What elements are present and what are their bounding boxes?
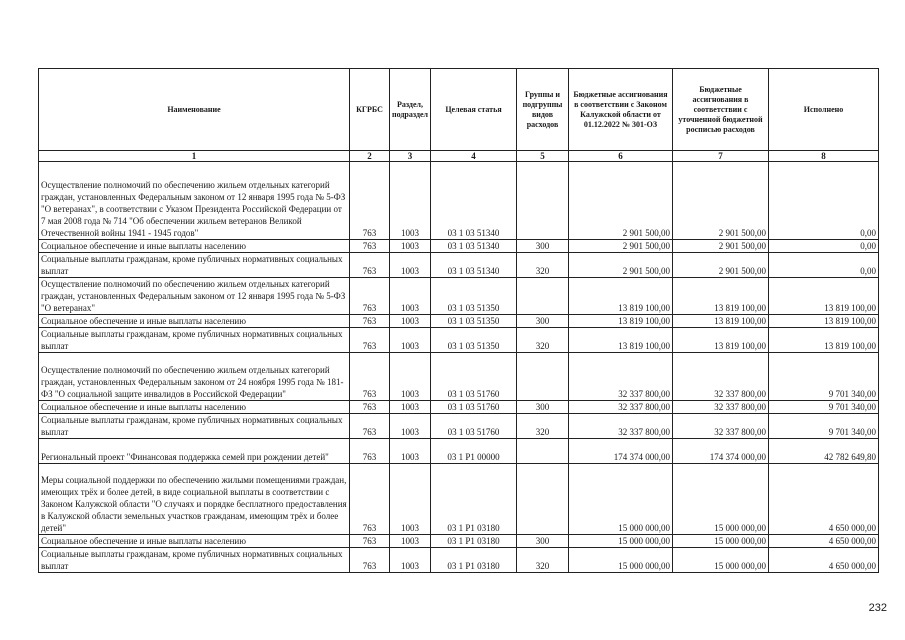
- row-refined-amount: 13 819 100,00: [673, 315, 769, 328]
- budget-table: [38, 68, 879, 573]
- header-law: Бюджетные ассигнования в соответствии с Законом Калужской области от 01.12.2022 № 301-ОЗ: [569, 69, 673, 151]
- row-name: Социальные выплаты гражданам, кроме публичных нормативных социальных выплат: [39, 253, 350, 278]
- row-law-amount: 32 337 800,00: [569, 401, 673, 414]
- table-row: [39, 353, 879, 401]
- header-kgrbs: КГРБС: [350, 69, 390, 151]
- row-name: Осуществление полномочий по обеспечению жильем отдельных категорий граждан, установленных Федеральным законом от 12 января 1995 года № 5-ФЗ "О ветеранах", в соответствии с Указом Президента Российской Федерации от 7 мая 2008 года № 714 "Об обеспечении жильем ветеранов Великой Отечественной войны 1941 - 1945 годов": [39, 162, 350, 240]
- header-row: [39, 69, 879, 151]
- row-law-amount: 2 901 500,00: [569, 162, 673, 240]
- row-group: 300: [517, 315, 569, 328]
- row-refined-amount: 15 000 000,00: [673, 548, 769, 573]
- row-name: Социальное обеспечение и иные выплаты населению: [39, 401, 350, 414]
- row-section: 1003: [390, 278, 431, 315]
- row-target: 03 1 03 51340: [431, 240, 517, 253]
- row-executed-amount: 4 650 000,00: [769, 548, 879, 573]
- row-name: Региональный проект "Финансовая поддержка семей при рождении детей": [39, 439, 350, 464]
- row-kgrbs: 763: [350, 278, 390, 315]
- row-refined-amount: 32 337 800,00: [673, 353, 769, 401]
- row-target: 03 1 P1 00000: [431, 439, 517, 464]
- row-refined-amount: 32 337 800,00: [673, 401, 769, 414]
- row-target: 03 1 03 51760: [431, 401, 517, 414]
- row-kgrbs: 763: [350, 535, 390, 548]
- row-name: Осуществление полномочий по обеспечению жильем отдельных категорий граждан, установленных Федеральным законом от 12 января 1995 года № 5-ФЗ "О ветеранах": [39, 278, 350, 315]
- row-name: Меры социальной поддержки по обеспечению жилыми помещениями граждан, имеющих трёх и более детей, в виде социальной выплаты в соответствии с Законом Калужской области "О случаях и порядке бесплатного предоставления в Калужской области земельных участков гражданам, имеющим трёх и более детей": [39, 464, 350, 535]
- row-law-amount: 15 000 000,00: [569, 548, 673, 573]
- row-law-amount: 13 819 100,00: [569, 328, 673, 353]
- row-name: Социальное обеспечение и иные выплаты населению: [39, 535, 350, 548]
- row-executed-amount: 0,00: [769, 240, 879, 253]
- row-target: 03 1 03 51760: [431, 414, 517, 439]
- row-section: 1003: [390, 464, 431, 535]
- header-groups: Группы и подгруппы видов расходов: [517, 69, 569, 151]
- header-target: Целевая статья: [431, 69, 517, 151]
- row-refined-amount: 15 000 000,00: [673, 535, 769, 548]
- column-number: 6: [569, 151, 673, 162]
- row-executed-amount: 9 701 340,00: [769, 414, 879, 439]
- row-name: Осуществление полномочий по обеспечению жильем отдельных категорий граждан, установленных Федеральным законом от 24 ноября 1995 года № 181-ФЗ "О социальной защите инвалидов в Российской Федерации": [39, 353, 350, 401]
- row-refined-amount: 174 374 000,00: [673, 439, 769, 464]
- row-section: 1003: [390, 535, 431, 548]
- row-refined-amount: 13 819 100,00: [673, 328, 769, 353]
- table-body: [39, 162, 879, 573]
- row-executed-amount: 0,00: [769, 162, 879, 240]
- row-law-amount: 2 901 500,00: [569, 240, 673, 253]
- row-refined-amount: 2 901 500,00: [673, 240, 769, 253]
- row-executed-amount: 0,00: [769, 253, 879, 278]
- column-number: 8: [769, 151, 879, 162]
- row-group: [517, 162, 569, 240]
- row-group: 300: [517, 240, 569, 253]
- column-number: 7: [673, 151, 769, 162]
- row-executed-amount: 9 701 340,00: [769, 353, 879, 401]
- row-group: 320: [517, 253, 569, 278]
- row-refined-amount: 2 901 500,00: [673, 253, 769, 278]
- row-target: 03 1 P1 03180: [431, 464, 517, 535]
- row-law-amount: 13 819 100,00: [569, 315, 673, 328]
- row-executed-amount: 42 782 649,80: [769, 439, 879, 464]
- row-law-amount: 2 901 500,00: [569, 253, 673, 278]
- row-section: 1003: [390, 328, 431, 353]
- row-name: Социальное обеспечение и иные выплаты населению: [39, 315, 350, 328]
- page-number: 232: [868, 602, 887, 614]
- row-law-amount: 32 337 800,00: [569, 353, 673, 401]
- row-kgrbs: 763: [350, 548, 390, 573]
- row-executed-amount: 4 650 000,00: [769, 464, 879, 535]
- table-row: [39, 253, 879, 278]
- header-name: Наименование: [39, 69, 350, 151]
- row-kgrbs: 763: [350, 464, 390, 535]
- column-number-row: [39, 151, 879, 162]
- row-kgrbs: 763: [350, 253, 390, 278]
- row-executed-amount: 9 701 340,00: [769, 401, 879, 414]
- row-group: 320: [517, 414, 569, 439]
- row-target: 03 1 03 51340: [431, 253, 517, 278]
- row-section: 1003: [390, 240, 431, 253]
- row-kgrbs: 763: [350, 315, 390, 328]
- row-law-amount: 15 000 000,00: [569, 535, 673, 548]
- row-kgrbs: 763: [350, 414, 390, 439]
- row-name: Социальные выплаты гражданам, кроме публичных нормативных социальных выплат: [39, 414, 350, 439]
- table-row: [39, 535, 879, 548]
- row-section: 1003: [390, 162, 431, 240]
- row-section: 1003: [390, 401, 431, 414]
- header-section: Раздел, подраздел: [390, 69, 431, 151]
- row-refined-amount: 13 819 100,00: [673, 278, 769, 315]
- row-executed-amount: 13 819 100,00: [769, 328, 879, 353]
- column-number: 4: [431, 151, 517, 162]
- column-number: 2: [350, 151, 390, 162]
- row-law-amount: 13 819 100,00: [569, 278, 673, 315]
- table-row: [39, 464, 879, 535]
- row-law-amount: 15 000 000,00: [569, 464, 673, 535]
- row-executed-amount: 13 819 100,00: [769, 315, 879, 328]
- row-executed-amount: 13 819 100,00: [769, 278, 879, 315]
- row-law-amount: 174 374 000,00: [569, 439, 673, 464]
- header-executed: Исполнено: [769, 69, 879, 151]
- row-refined-amount: 2 901 500,00: [673, 162, 769, 240]
- row-group: 300: [517, 401, 569, 414]
- row-kgrbs: 763: [350, 401, 390, 414]
- row-target: 03 1 03 51340: [431, 162, 517, 240]
- row-section: 1003: [390, 414, 431, 439]
- row-kgrbs: 763: [350, 328, 390, 353]
- header-refined: Бюджетные ассигнования в соответствии с уточненной бюджетной росписью расходов: [673, 69, 769, 151]
- row-name: Социальные выплаты гражданам, кроме публичных нормативных социальных выплат: [39, 548, 350, 573]
- table-row: [39, 328, 879, 353]
- row-group: [517, 353, 569, 401]
- column-number: 3: [390, 151, 431, 162]
- row-kgrbs: 763: [350, 240, 390, 253]
- column-number: 5: [517, 151, 569, 162]
- table-row: [39, 414, 879, 439]
- row-target: 03 1 03 51350: [431, 328, 517, 353]
- row-group: 300: [517, 535, 569, 548]
- row-target: 03 1 03 51760: [431, 353, 517, 401]
- table-row: [39, 439, 879, 464]
- row-section: 1003: [390, 548, 431, 573]
- column-number: 1: [39, 151, 350, 162]
- row-name: Социальное обеспечение и иные выплаты населению: [39, 240, 350, 253]
- table-row: [39, 315, 879, 328]
- row-section: 1003: [390, 439, 431, 464]
- table-row: [39, 240, 879, 253]
- row-kgrbs: 763: [350, 353, 390, 401]
- row-group: [517, 439, 569, 464]
- table-row: [39, 278, 879, 315]
- row-section: 1003: [390, 353, 431, 401]
- row-group: 320: [517, 548, 569, 573]
- row-section: 1003: [390, 315, 431, 328]
- row-executed-amount: 4 650 000,00: [769, 535, 879, 548]
- row-law-amount: 32 337 800,00: [569, 414, 673, 439]
- table-row: [39, 548, 879, 573]
- row-group: [517, 464, 569, 535]
- row-refined-amount: 32 337 800,00: [673, 414, 769, 439]
- row-target: 03 1 P1 03180: [431, 548, 517, 573]
- row-group: 320: [517, 328, 569, 353]
- row-target: 03 1 P1 03180: [431, 535, 517, 548]
- table-row: [39, 162, 879, 240]
- row-refined-amount: 15 000 000,00: [673, 464, 769, 535]
- row-target: 03 1 03 51350: [431, 315, 517, 328]
- row-target: 03 1 03 51350: [431, 278, 517, 315]
- row-kgrbs: 763: [350, 162, 390, 240]
- row-group: [517, 278, 569, 315]
- row-name: Социальные выплаты гражданам, кроме публичных нормативных социальных выплат: [39, 328, 350, 353]
- row-section: 1003: [390, 253, 431, 278]
- row-kgrbs: 763: [350, 439, 390, 464]
- table-row: [39, 401, 879, 414]
